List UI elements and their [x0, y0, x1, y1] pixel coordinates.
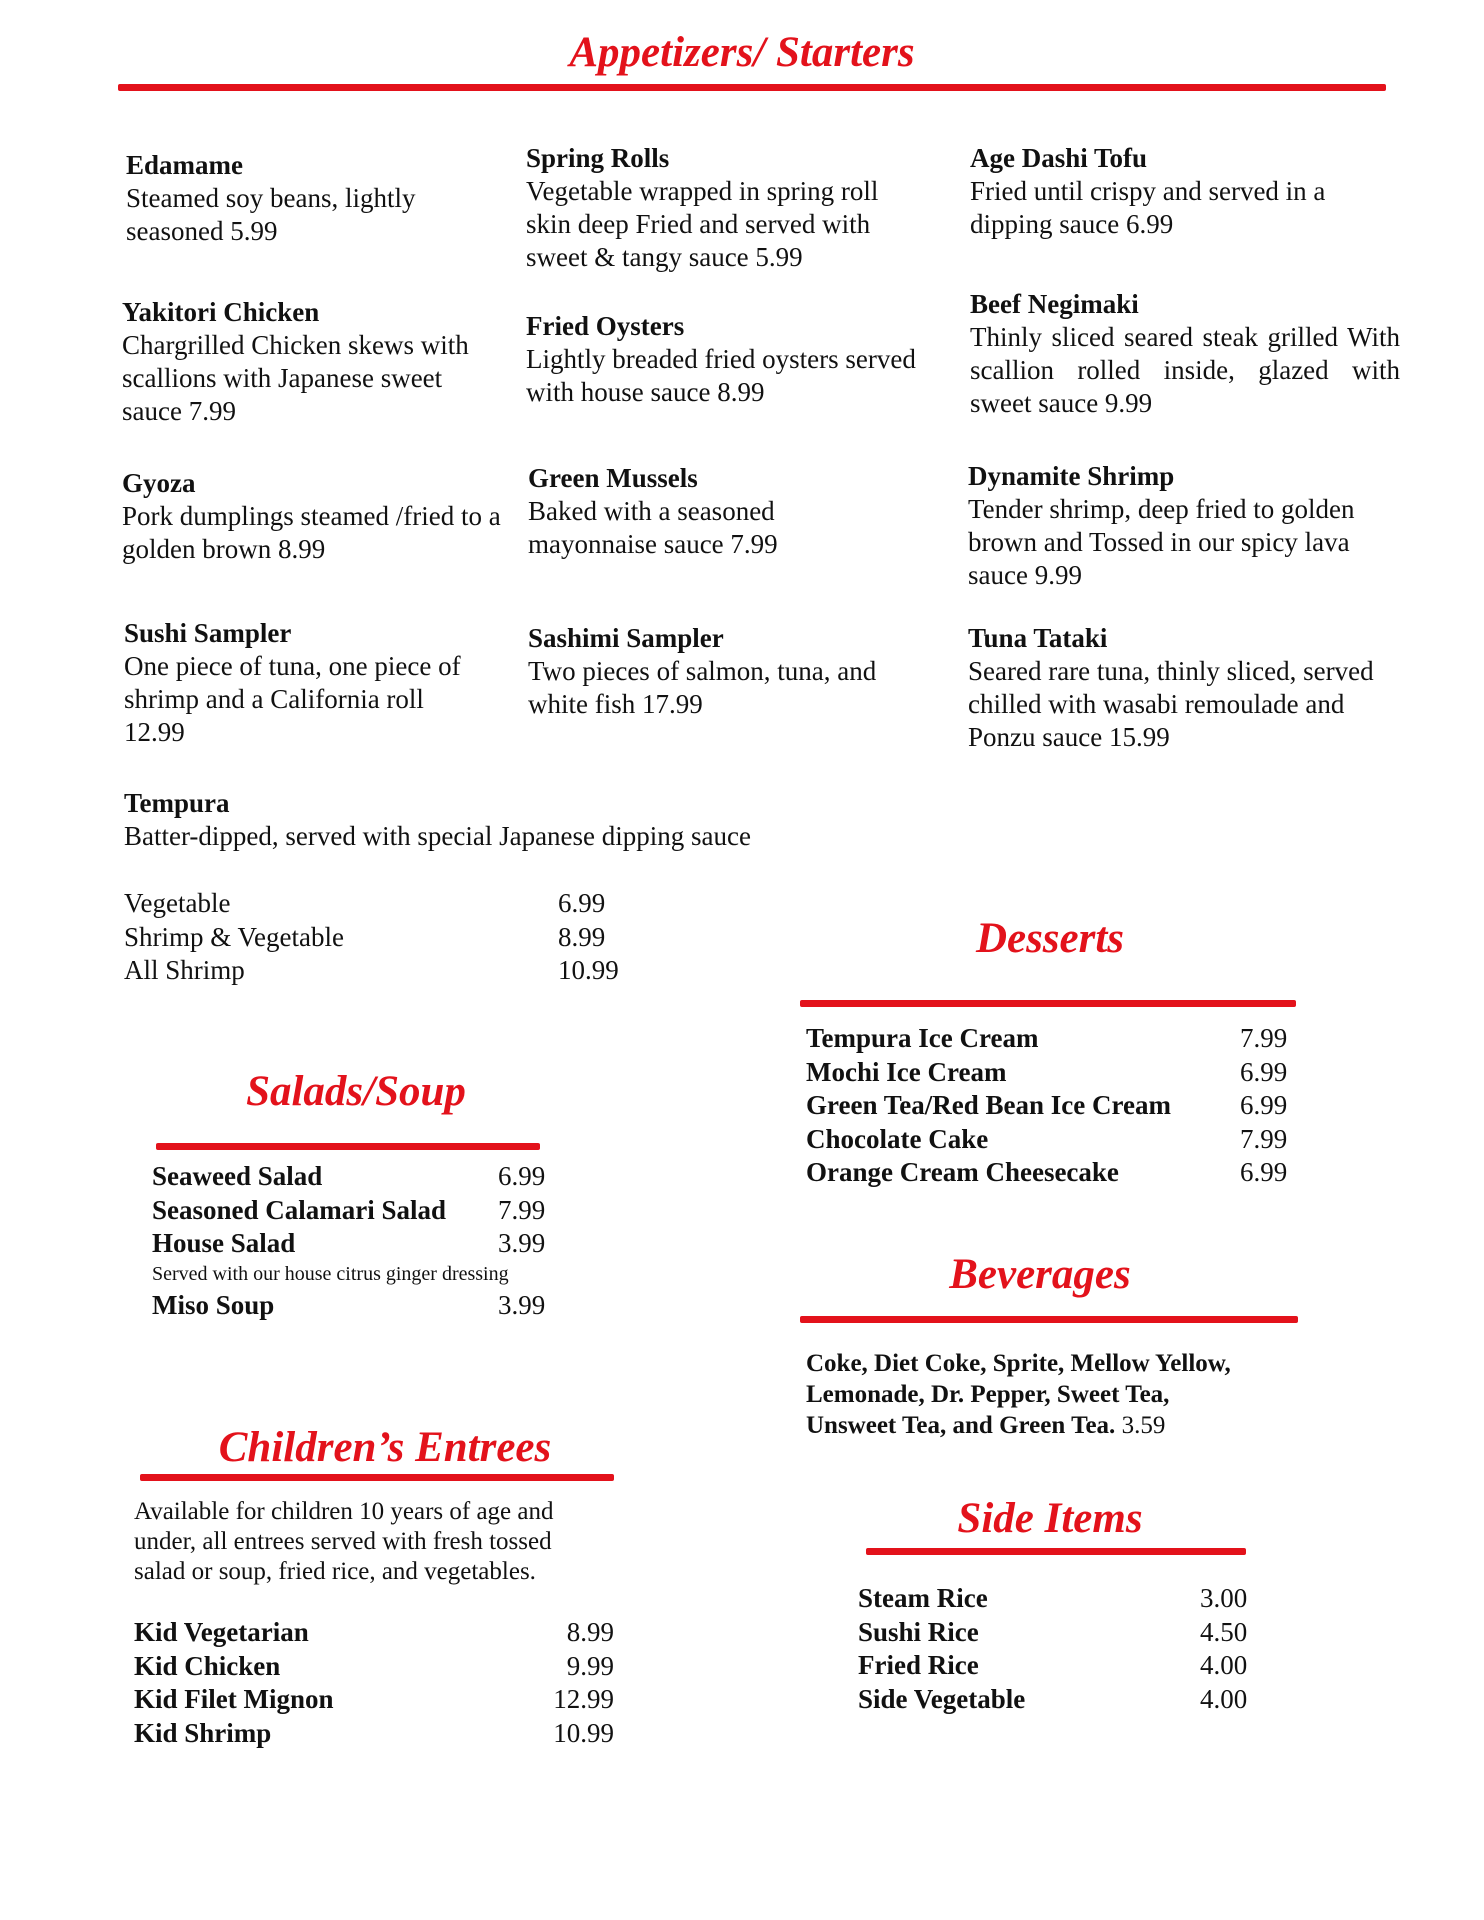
sides-rule — [866, 1548, 1246, 1555]
item-name: Sashimi Sampler — [528, 623, 724, 653]
house-salad-note: Served with our house citrus ginger dressing — [152, 1262, 509, 1285]
appetizer-item — [526, 142, 906, 274]
kid-name: Kid Vegetarian — [134, 1617, 309, 1647]
beverages-list — [806, 1348, 1286, 1441]
beverage-line — [806, 1410, 1286, 1441]
salad-name: Seasoned Calamari Salad — [152, 1194, 447, 1225]
dessert-row — [806, 1156, 1290, 1190]
salads-heading: Salads/Soup — [246, 1068, 466, 1115]
item-desc: Vegetable wrapped in spring roll skin deep Fried and served with sweet & tangy sauce 5.99 — [526, 176, 879, 272]
sides-heading: Side Items — [957, 1495, 1143, 1542]
item-desc: Batter-dipped, served with special Japanese dipping sauce — [124, 821, 751, 851]
option-price: 8.99 — [558, 921, 606, 952]
dessert-row — [806, 1056, 1290, 1090]
item-name: Green Mussels — [528, 463, 698, 493]
appetizer-item — [970, 142, 1390, 241]
salad-row — [152, 1160, 572, 1194]
side-price: 4.00 — [1200, 1650, 1248, 1680]
appetizers-heading: Appetizers/ Starters — [569, 29, 915, 76]
soup-row — [152, 1289, 572, 1323]
kid-price: 8.99 — [566, 1617, 614, 1647]
side-row — [858, 1616, 1258, 1650]
appetizer-item — [528, 622, 908, 721]
dessert-name: Green Tea/Red Bean Ice Cream — [806, 1090, 1171, 1120]
salad-row — [152, 1227, 572, 1261]
beverage-line: Coke, Diet Coke, Sprite, Mellow Yellow, — [806, 1350, 1231, 1377]
item-name: Age Dashi Tofu — [970, 143, 1148, 173]
salads-rule — [156, 1143, 540, 1150]
item-name: Dynamite Shrimp — [968, 461, 1175, 491]
side-row — [858, 1683, 1258, 1717]
salad-price: 7.99 — [498, 1194, 546, 1225]
appetizer-item — [122, 296, 472, 428]
appetizer-item — [968, 460, 1398, 592]
option-price: 10.99 — [558, 955, 619, 985]
kid-row — [134, 1650, 614, 1684]
dessert-row — [806, 1022, 1290, 1056]
kid-row — [134, 1683, 614, 1717]
item-name: Yakitori Chicken — [122, 297, 320, 327]
dessert-price: 6.99 — [1240, 1090, 1288, 1120]
salad-name: Seaweed Salad — [152, 1161, 323, 1191]
dessert-name: Tempura Ice Cream — [806, 1023, 1039, 1053]
dessert-name: Mochi Ice Cream — [806, 1056, 1007, 1087]
option-price: 6.99 — [558, 888, 606, 918]
children-heading: Children’s Entrees — [218, 1424, 552, 1471]
kid-name: Kid Filet Mignon — [134, 1684, 334, 1714]
dessert-row — [806, 1123, 1290, 1157]
appetizer-item — [528, 462, 858, 561]
children-rule — [140, 1474, 614, 1481]
dessert-price: 7.99 — [1240, 1123, 1288, 1154]
item-name: Spring Rolls — [526, 143, 670, 173]
dessert-name: Orange Cream Cheesecake — [806, 1157, 1119, 1187]
item-desc: Two pieces of salmon, tuna, and white fish 17.99 — [528, 656, 877, 719]
kid-row — [134, 1717, 614, 1751]
item-desc: Chargrilled Chicken skews with scallions with Japanese sweet sauce 7.99 — [122, 330, 469, 426]
children-description: Available for children 10 years of age and under, all entrees served with fresh tossed salad or soup, fried rice, and vegetables. — [134, 1498, 554, 1585]
dessert-row — [806, 1089, 1290, 1123]
kid-price: 10.99 — [553, 1717, 614, 1748]
salad-name: House Salad — [152, 1228, 296, 1258]
beverages-heading: Beverages — [949, 1251, 1131, 1298]
children-list — [134, 1616, 614, 1750]
appetizer-item — [968, 622, 1388, 754]
kid-price: 9.99 — [566, 1650, 614, 1681]
side-row — [858, 1582, 1258, 1616]
item-name: Tuna Tataki — [968, 623, 1108, 653]
item-desc: Fried until crispy and served in a dipping sauce 6.99 — [970, 176, 1326, 239]
item-desc: Lightly breaded fried oysters served with house sauce 8.99 — [526, 344, 916, 407]
item-desc: Steamed soy beans, lightly seasoned 5.99 — [126, 183, 416, 246]
salad-price: 6.99 — [498, 1161, 546, 1191]
item-desc: Seared rare tuna, thinly sliced, served chilled with wasabi remoulade and Ponzu sauce 15.99 — [968, 656, 1374, 752]
dessert-price: 7.99 — [1240, 1023, 1288, 1053]
side-price: 3.00 — [1200, 1583, 1248, 1613]
tempura-options — [124, 887, 624, 988]
appetizer-item — [124, 617, 474, 749]
item-name: Tempura — [124, 788, 230, 818]
side-price: 4.00 — [1200, 1683, 1248, 1714]
side-row — [858, 1649, 1258, 1683]
dessert-name: Chocolate Cake — [806, 1123, 989, 1154]
dessert-price: 6.99 — [1240, 1056, 1288, 1087]
beverage-price: 3.59 — [1121, 1412, 1166, 1439]
beverage-line: Lemonade, Dr. Pepper, Sweet Tea, — [806, 1381, 1170, 1408]
tempura-option-row — [124, 887, 624, 921]
item-name: Edamame — [126, 150, 243, 180]
desserts-heading: Desserts — [975, 915, 1125, 962]
salad-row — [152, 1194, 572, 1228]
soup-price: 3.99 — [498, 1289, 546, 1320]
option-name: Shrimp & Vegetable — [124, 921, 344, 952]
soup-name: Miso Soup — [152, 1289, 275, 1320]
side-name: Steam Rice — [858, 1583, 988, 1613]
item-name: Fried Oysters — [526, 311, 685, 341]
tempura-item — [124, 787, 924, 853]
side-name: Sushi Rice — [858, 1616, 979, 1647]
item-desc: Thinly sliced seared steak grilled With scallion rolled inside, glazed with sweet sauce 9.99 — [970, 322, 1400, 418]
beverages-rule — [800, 1316, 1298, 1323]
appetizer-item — [126, 149, 456, 248]
appetizers-rule — [118, 84, 1386, 91]
kid-name: Kid Chicken — [134, 1650, 281, 1681]
kid-price: 12.99 — [553, 1684, 614, 1714]
tempura-option-row — [124, 921, 624, 955]
item-desc: Pork dumplings steamed /fried to a golden brown 8.99 — [122, 501, 501, 564]
desserts-list — [806, 1022, 1290, 1190]
side-name: Fried Rice — [858, 1650, 979, 1680]
appetizer-item — [122, 467, 502, 566]
side-name: Side Vegetable — [858, 1683, 1026, 1714]
sides-list — [858, 1582, 1258, 1716]
tempura-option-row — [124, 954, 624, 988]
kid-row — [134, 1616, 614, 1650]
item-name: Beef Negimaki — [970, 289, 1139, 319]
option-name: Vegetable — [124, 888, 231, 918]
desserts-rule — [800, 1000, 1296, 1007]
appetizer-item — [970, 288, 1400, 420]
beverage-line-text: Unsweet Tea, and Green Tea. — [806, 1412, 1116, 1439]
item-name: Sushi Sampler — [124, 618, 292, 648]
item-desc: One piece of tuna, one piece of shrimp and a California roll 12.99 — [124, 651, 461, 747]
salad-price: 3.99 — [498, 1228, 546, 1258]
kid-name: Kid Shrimp — [134, 1717, 272, 1748]
salads-list — [152, 1160, 572, 1322]
item-desc: Baked with a seasoned mayonnaise sauce 7.99 — [528, 496, 778, 559]
side-price: 4.50 — [1200, 1616, 1248, 1647]
item-name: Gyoza — [122, 468, 196, 498]
dessert-price: 6.99 — [1240, 1157, 1288, 1187]
option-name: All Shrimp — [124, 955, 245, 985]
appetizer-item — [526, 310, 956, 409]
item-desc: Tender shrimp, deep fried to golden brown and Tossed in our spicy lava sauce 9.99 — [968, 494, 1355, 590]
